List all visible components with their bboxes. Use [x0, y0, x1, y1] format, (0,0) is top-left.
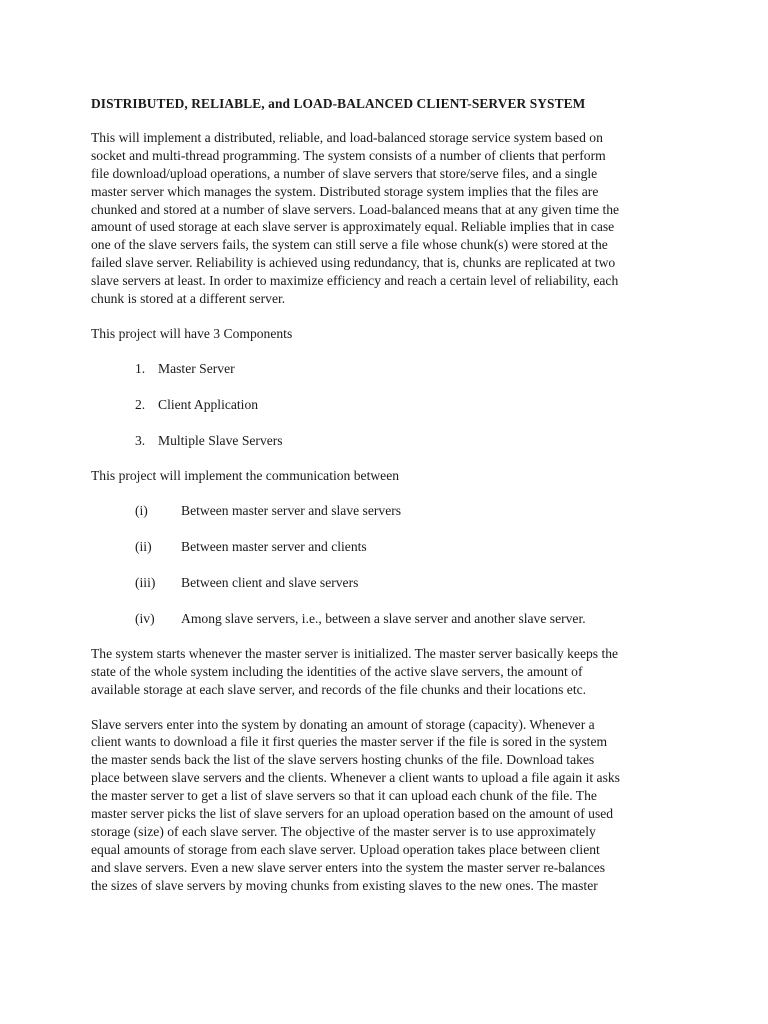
list-marker: 2.	[135, 396, 146, 412]
list-item-label: Between master server and slave servers	[181, 502, 402, 518]
communications-list	[91, 502, 691, 628]
text-line: the master server to get a list of slave servers so that it can upload each chunk of the file. The	[91, 788, 597, 804]
system-paragraph	[91, 645, 691, 699]
text-line: master server which manages the system. Distributed storage system implies that the files are	[91, 183, 599, 199]
text-line: and slave servers. Even a new slave server enters into the system the master server re-balances	[91, 859, 606, 875]
text-line: equal amounts of storage from each slave server. Upload operation takes place between client	[91, 841, 600, 857]
list-item	[91, 574, 691, 592]
text-line: the master sends back the list of the slave servers hosting chunks of the file. Download takes	[91, 752, 595, 768]
text-line: slave servers at least. In order to maximize efficiency and reach a certain level of reliability, each	[91, 273, 619, 289]
slave-servers-paragraph	[91, 716, 691, 895]
text-line: state of the whole system including the identities of the active slave servers, the amount of	[91, 663, 583, 679]
list-marker: 1.	[135, 360, 146, 376]
components-intro: This project will have 3 Components	[91, 325, 293, 341]
list-item-label: Client Application	[158, 396, 259, 412]
list-item	[91, 610, 691, 628]
intro-paragraph	[91, 129, 691, 308]
text-line: place between slave servers and the clients. Whenever a client wants to upload a file again it asks	[91, 770, 620, 786]
list-item	[91, 432, 691, 450]
list-item-label: Master Server	[158, 360, 235, 376]
text-line: one of the slave servers fails, the system can still serve a file whose chunk(s) were stored at the	[91, 237, 608, 253]
list-item-label: Among slave servers, i.e., between a slave server and another slave server.	[181, 610, 586, 626]
list-item-label: Multiple Slave Servers	[158, 432, 283, 448]
list-marker: 3.	[135, 432, 146, 448]
communication-intro: This project will implement the communication between	[91, 467, 400, 483]
list-marker: (iii)	[135, 574, 156, 590]
list-marker: (iv)	[135, 610, 155, 626]
list-marker: (i)	[135, 502, 148, 518]
text-line: client wants to download a file it first queries the master server if the file is sored in the system	[91, 734, 608, 750]
text-line: amount of used storage at each slave server is approximately equal. Reliable implies that in case	[91, 219, 615, 235]
text-line: socket and multi-thread programming. The system consists of a number of clients that perform	[91, 147, 606, 163]
text-line: available storage at each slave server, and records of the file chunks and their locations etc.	[91, 681, 587, 697]
text-line: the sizes of slave servers by moving chunks from existing slaves to the new ones. The master	[91, 877, 598, 893]
document-title: DISTRIBUTED, RELIABLE, and LOAD-BALANCED CLIENT-SERVER SYSTEM	[91, 96, 586, 111]
list-item-label: Between master server and clients	[181, 538, 367, 554]
text-line: The system starts whenever the master server is initialized. The master server basically keeps the	[91, 645, 619, 661]
document-page	[91, 95, 691, 912]
text-line: Slave servers enter into the system by donating an amount of storage (capacity). Whenever a	[91, 716, 595, 732]
list-item-label: Between client and slave servers	[181, 574, 359, 590]
text-line: chunk is stored at a different server.	[91, 291, 286, 307]
text-line: master server picks the list of slave servers for an upload operation based on the amount of used	[91, 806, 614, 822]
text-line: This will implement a distributed, reliable, and load-balanced storage service system based on	[91, 129, 603, 145]
text-line: chunked and stored at a number of slave servers. Load-balanced means that at any given time the	[91, 201, 620, 217]
components-list	[91, 360, 691, 450]
list-item	[91, 502, 691, 520]
list-marker: (ii)	[135, 538, 152, 554]
list-item	[91, 360, 691, 378]
list-item	[91, 538, 691, 556]
list-item	[91, 396, 691, 414]
text-line: file download/upload operations, a number of slave servers that store/serve files, and a single	[91, 165, 598, 181]
text-line: storage (size) of each slave server. The objective of the master server is to use approximately	[91, 823, 596, 839]
text-line: failed slave server. Reliability is achieved using redundancy, that is, chunks are replicated at two	[91, 255, 616, 271]
